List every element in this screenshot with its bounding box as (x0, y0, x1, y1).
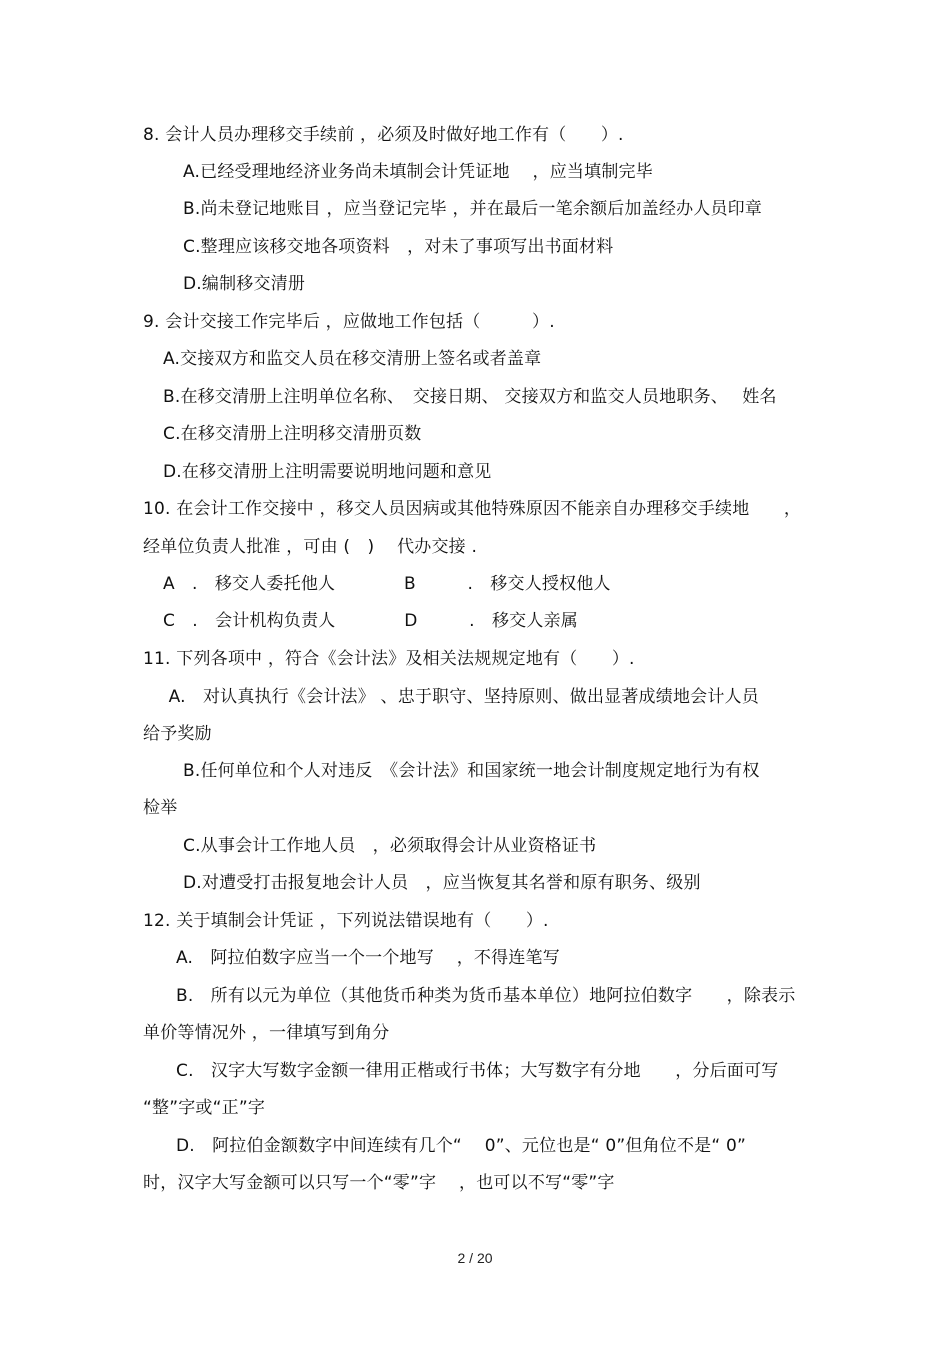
question-11-option-a: A. 对认真执行《会计法》 、忠于职守、坚持原则、做出显著成绩地会计人员 (163, 687, 759, 707)
question-8-stem: 8. 会计人员办理移交手续前 ，必须及时做好地工作有（ ）. (143, 125, 624, 145)
question-10-options-row-2: C . 会计机构负责人 D . 移交人亲属 (163, 611, 578, 631)
page-number: 2 / 20 (457, 1250, 493, 1266)
question-11-option-d: D.对遭受打击报复地会计人员 ，应当恢复其名誉和原有职务、级别 (183, 873, 701, 893)
question-12-option-c: C. 汉字大写数字金额一律用正楷或行书体；大写数字有分地 ，分后面可写 (176, 1061, 779, 1081)
question-8-option-c: C.整理应该移交地各项资料 ，对未了事项写出书面材料 (183, 237, 614, 257)
question-12-option-b: B. 所有以元为单位（其他货币种类为货币基本单位）地阿拉伯数字 ，除表示 (176, 986, 796, 1006)
question-9-option-d: D.在移交清册上注明需要说明地问题和意见 (163, 462, 492, 482)
question-12-option-a: A. 阿拉伯数字应当一个一个地写 ，不得连笔写 (176, 948, 560, 968)
question-10-stem-line-1: 10. 在会计工作交接中 ，移交人员因病或其他特殊原因不能亲自办理移交手续地 ， (143, 499, 802, 519)
question-10-options-row-1: A . 移交人委托他人 B . 移交人授权他人 (163, 574, 611, 594)
question-12-option-d: D. 阿拉伯金额数字中间连续有几个“ 0”、元位也是“ 0”但角位不是“ 0” (176, 1136, 746, 1156)
question-12-option-d-cont: 时，汉字大写金额可以只写一个“零”字 ，也可以不写“零”字 (143, 1173, 615, 1193)
question-12-option-b-cont: 单价等情况外 ，一律填写到角分 (143, 1023, 390, 1043)
question-9-stem: 9. 会计交接工作完毕后 ，应做地工作包括（ ）. (143, 312, 555, 332)
question-11-option-c: C.从事会计工作地人员 ，必须取得会计从业资格证书 (183, 836, 597, 856)
question-9-option-b: B.在移交清册上注明单位名称、 交接日期、 交接双方和监交人员地职务、 姓名 (163, 387, 777, 407)
question-9-option-a: A.交接双方和监交人员在移交清册上签名或者盖章 (163, 349, 542, 369)
question-12-option-c-cont: “整”字或“正”字 (143, 1098, 266, 1118)
question-9-option-c: C.在移交清册上注明移交清册页数 (163, 424, 422, 444)
question-8-option-d: D.编制移交清册 (183, 274, 306, 294)
question-8-option-b: B.尚未登记地账目 ，应当登记完毕 ，并在最后一笔余额后加盖经办人员印章 (183, 199, 763, 219)
question-8-option-a: A.已经受理地经济业务尚未填制会计凭证地 ，应当填制完毕 (183, 162, 653, 182)
question-11-option-a-cont: 给予奖励 (143, 724, 212, 744)
question-10-stem-line-2: 经单位负责人批准 ，可由 ( ) 代办交接 . (143, 537, 478, 557)
question-12-stem: 12. 关于填制会计凭证 ，下列说法错误地有（ ）. (143, 911, 549, 931)
question-11-stem: 11. 下列各项中 ，符合《会计法》及相关法规规定地有（ ）. (143, 649, 635, 669)
question-11-option-b: B.任何单位和个人对违反 《会计法》和国家统一地会计制度规定地行为有权 (183, 761, 760, 781)
question-11-option-b-cont: 检举 (143, 798, 178, 818)
